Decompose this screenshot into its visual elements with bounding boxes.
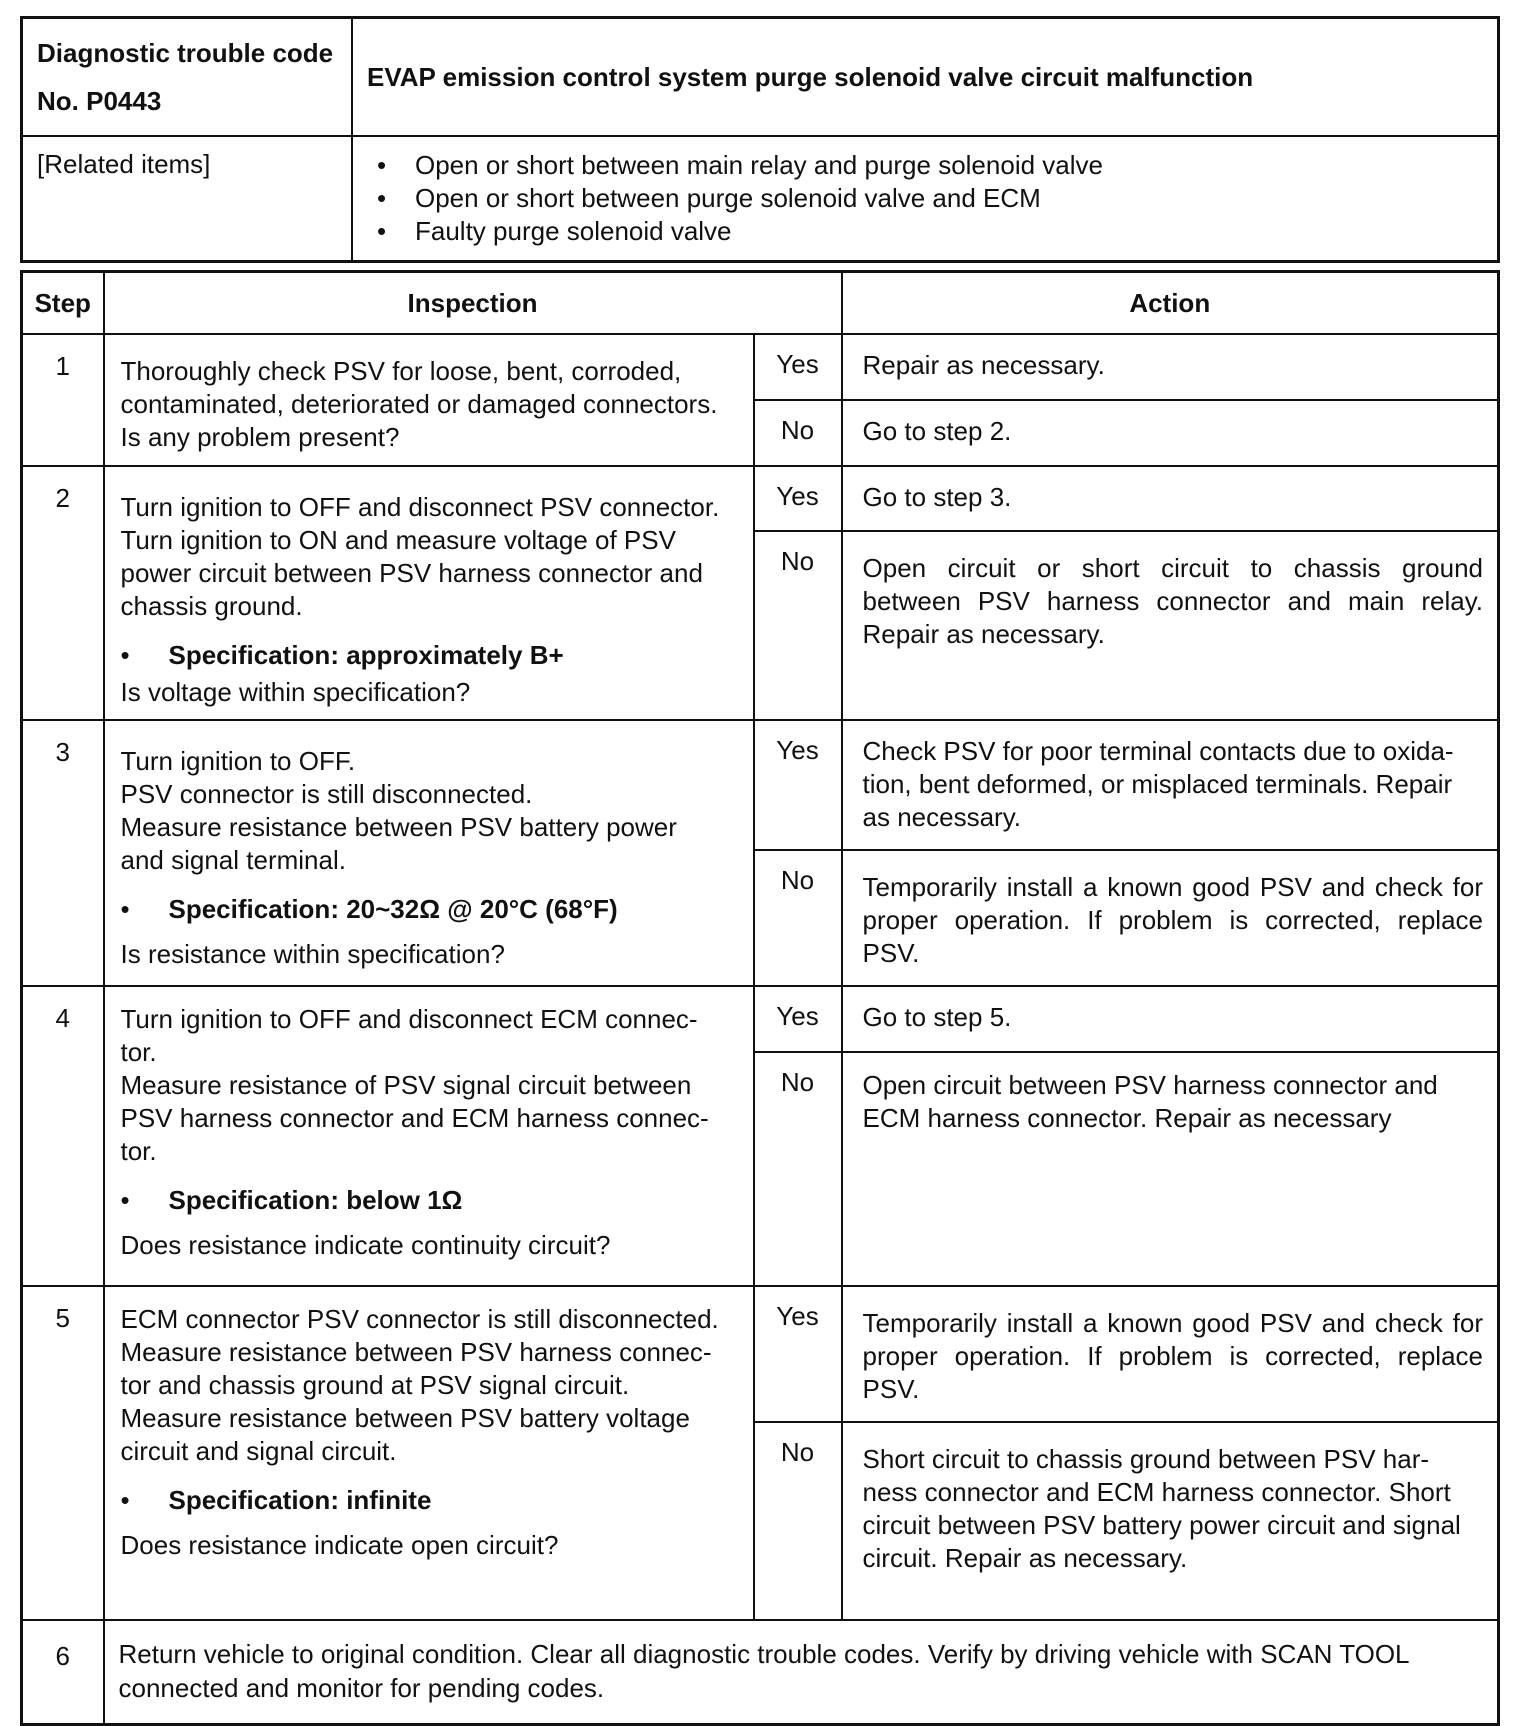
action-line: proper operation. If problem is corrected, replace [862,905,1483,935]
related-item: • Faulty purge solenoid valve [367,215,1483,248]
inspection-line: Is any problem present? [120,422,400,452]
action-header: Action [842,272,1499,335]
specification: • Specification: approximately B+ [121,639,737,672]
action-line: Go to step 2. [862,416,1012,446]
action-line: PSV. [862,938,920,968]
inspection-cell [104,466,754,720]
table-row [22,1620,1499,1725]
inspection-line: Turn ignition to OFF and disconnect PSV connector. [120,492,720,522]
action-line: between PSV harness connector and main relay. [862,585,1483,616]
step-number: 4 [22,986,104,1286]
table-row [22,986,1499,1052]
step-header: Step [22,272,104,335]
yes-action [842,466,1499,531]
inspection-line: PSV connector is still disconnected. [120,779,533,809]
action-line: Go to step 5. [862,1002,1012,1032]
inspection-line: and signal terminal. [120,845,346,875]
action-line: Repair as necessary. [944,1543,1188,1573]
dtc-label-line1: Diagnostic trouble code [37,38,334,68]
yes-action [842,720,1499,850]
action-line: Open circuit between PSV harness connector and [862,1070,1438,1100]
inspection-line: Thoroughly check PSV for loose, bent, corroded, [120,356,682,386]
inspection-line: PSV harness connector and ECM harness connec- [120,1103,709,1133]
inspection-question: Is resistance within specification? [120,939,505,969]
inspection-line: ECM connector PSV connector is still disconnected. [120,1304,719,1334]
step-number: 6 [22,1620,104,1725]
inspection-line: Turn ignition to ON and measure voltage of PSV [120,525,676,555]
step6-line: Return vehicle to original condition. Clear all diagnostic trouble codes. Verify by driving vehicle with SCAN TOOL [118,1639,1410,1669]
inspection-line: circuit and signal circuit. [120,1436,397,1466]
action-line: Short circuit between PSV battery power circuit and [862,1477,1451,1540]
yes-label: Yes [754,986,842,1052]
related-item: • Open or short between purge solenoid valve and ECM [367,182,1483,215]
inspection-cell [104,986,754,1286]
no-action [842,531,1499,721]
inspection-question: Is voltage within specification? [120,677,471,707]
inspection-line: Measure resistance between PSV harness connec- [120,1337,712,1367]
yes-action [842,334,1499,400]
no-label: No [754,1422,842,1620]
no-action [842,1422,1499,1620]
inspection-line: Measure resistance between PSV battery voltage [120,1403,690,1433]
inspection-line: Measure resistance between PSV battery power [120,812,677,842]
inspection-cell [104,720,754,986]
specification: • Specification: 20~32Ω @ 20°C (68°F) [121,893,737,926]
yes-label: Yes [754,1286,842,1422]
related-items-label: [Related items] [22,136,353,262]
action-line: Repair as necessary [1154,1103,1392,1133]
step6-line: connected and monitor for pending codes. [118,1673,605,1703]
action-line: ness connector and ECM harness connector. [862,1477,1382,1507]
no-action [842,400,1499,466]
step-number: 5 [22,1286,104,1620]
action-line: signal circuit. [862,1510,1461,1573]
inspection-cell [104,1286,754,1620]
table-row [22,720,1499,850]
yes-action [842,986,1499,1052]
steps-table [20,270,1500,1726]
inspection-line: tor. [120,1037,157,1067]
no-action [842,850,1499,986]
specification: • Specification: infinite [121,1484,737,1517]
action-line: PSV. [862,1374,920,1404]
inspection-question: Does resistance indicate continuity circuit? [120,1230,611,1260]
action-line: Short circuit to chassis ground between PSV har- [862,1444,1430,1474]
related-item: • Open or short between main relay and purge solenoid valve [367,149,1483,182]
table-row [22,1286,1499,1422]
action-line: Open circuit or short circuit to chassis ground [862,552,1483,583]
yes-action [842,1286,1499,1422]
related-items-cell [352,136,1499,262]
no-label: No [754,850,842,986]
action-line: Repair as necessary. [862,618,1105,649]
yes-label: Yes [754,466,842,531]
inspection-cell [104,334,754,466]
inspection-line: tor. [120,1136,157,1166]
table-header-row [22,272,1499,335]
action-line: Check PSV for poor terminal contacts due to oxida- [862,736,1454,766]
dtc-title: EVAP emission control system purge solenoid valve circuit malfunction [352,18,1499,137]
step-number: 3 [22,720,104,986]
action-line: ECM harness connector. [862,1103,1148,1133]
action-line: Repair as necessary. [862,350,1105,380]
no-label: No [754,1052,842,1286]
action-line: proper operation. If problem is corrected, replace [862,1341,1483,1371]
inspection-line: power circuit between PSV harness connector and [120,558,703,588]
yes-label: Yes [754,334,842,400]
inspection-line: contaminated, deteriorated or damaged connectors. [120,389,718,419]
action-line: Temporarily install a known good PSV and check for [862,1308,1483,1338]
dtc-code: No. P0443 [37,86,162,116]
action-line: tion, bent deformed, or misplaced terminals. [862,769,1369,799]
related-items-list [367,149,1483,248]
inspection-line: tor and chassis ground at PSV signal circuit. [120,1370,630,1400]
action-line: Repair as necessary. [862,769,1453,832]
inspection-line: Turn ignition to OFF and disconnect ECM connec- [120,1004,698,1034]
table-row [22,334,1499,400]
dtc-header-table [20,16,1500,263]
step-number: 1 [22,334,104,466]
inspection-line: Measure resistance of PSV signal circuit between [120,1070,692,1100]
yes-label: Yes [754,720,842,850]
dtc-label-cell [22,18,353,137]
inspection-question: Does resistance indicate open circuit? [120,1530,559,1560]
specification: • Specification: below 1Ω [121,1184,737,1217]
inspection-line: Turn ignition to OFF. [120,746,356,776]
step-number: 2 [22,466,104,720]
no-label: No [754,400,842,466]
table-row [22,466,1499,531]
no-label: No [754,531,842,721]
no-action [842,1052,1499,1286]
action-line: Temporarily install a known good PSV and check for [862,872,1483,902]
inspection-header: Inspection [104,272,842,335]
inspection-line: chassis ground. [120,591,303,621]
action-line: Go to step 3. [862,482,1012,512]
step6-text [104,1620,1499,1725]
